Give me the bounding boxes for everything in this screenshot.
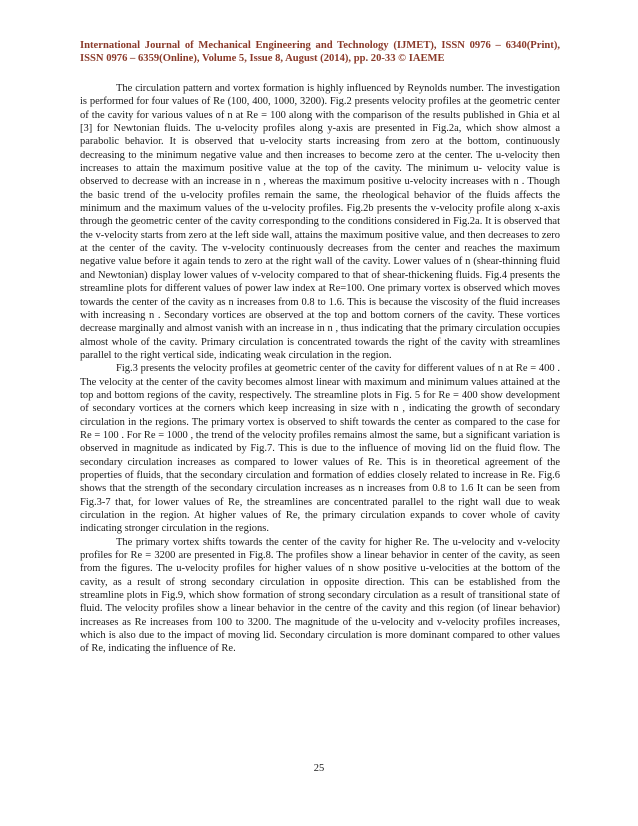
- paragraph-re-400-1000: Fig.3 presents the velocity profiles at geometric center of the cavity for different values of n at Re = 400 . The velocity at the center of the cavity becomes almost linear with maximum and minimum values attained at the top and bottom regions of the cavity, respectively. The streamline plots in Fig. 5 for Re = 400 show development of secondary vortices at the corners which keep increasing in size with n , indicating the growth of secondary circulation in the regions. The primary vortex is observed to shift towards the center as compared to the case for Re = 100 . For Re = 1000 , the trend of the velocity profiles remains almost the same, but a significant variation is observed in magnitude as indicated by Fig.7. This is due to the influence of moving lid on the fluid flow. The secondary circulation increases as compared to lower values of Re. This is in theoretical agreement of the properties of fluids, that the secondary circulation and formation of eddies closely related to increase in Re. Fig.6 shows that the strength of the secondary circulation increases as n increases from 0.8 to 1.6 It can be seen from Fig.3-7 that, for lower values of Re, the streamlines are concentrated parallel to the right wall due to weak circulation in the region. At higher values of Re, the primary circulation expands to cover whole of cavity indicating stronger circulation in the regions.: [80, 363, 560, 535]
- page-number: 25: [313, 763, 325, 774]
- paragraph-re-3200: The primary vortex shifts towards the center of the cavity for higher Re. The u-velocity and v-velocity profiles for Re = 3200 are presented in Fig.8. The profiles show a linear behavior in center of the cavity, as seen from the figures. The u-velocity profiles for higher values of n show positive u-velocities at the bottom of the cavity, as a result of strong secondary circulation in opposite direction. This can be established from the streamline plots in Fig.9, which show formation of strong secondary circulation as a result of transitional state of fluid. The velocity profiles show a linear behavior in the centre of the cavity and this region (of linear behavior) increases as Re increases from 100 to 3200. The magnitude of the u-velocity and v-velocity profiles increases, which is also due to the impact of moving lid. Secondary circulation is more dominant compared to other values of Re, indicating the influence of Re.: [80, 536, 560, 655]
- paragraph-reynolds-number: The circulation pattern and vortex formation is highly influenced by Reynolds number. The investigation is performed for four values of Re (100, 400, 1000, 3200). Fig.2 presents velocity profiles at the geometric center of the cavity for various values of n at Re = 100 along with the comparison of the results published in Ghia et al [3] for Newtonian fluids. The u-velocity profiles along y-axis are presented in Fig.2a, which show almost a parabolic behavior. It is observed that u-velocity starts increasing from zero at the bottom, continuously decreasing to the minimum negative value and then increases to become zero at the center. The u-velocity then increases to attain the maximum positive value at the top of the cavity. The minimum u- velocity value is observed to decrease with an increase in n , whereas the maximum positive u-velocity increases with n . Though the basic trend of the u-velocity profiles remain the same, the rheological behavior of the fluids affects the minimum and the maximum values of the u-velocity profiles. Fig.2b presents the v-velocity profile along x-axis through the geometric center of the cavity corresponding to the conditions considered in Fig.2a. It is observed that the v-velocity starts from zero at the left side wall, attains the maximum positive value, and then decreases to zero at the center of the cavity. The v-velocity continuously decreases from the center and reaches the maximum negative value before it again tends to zero at the right wall of the cavity. Lower values of n (shear-thinning fluid and Newtonian) display lower values of v-velocity compared to that of shear-thickening fluids. Fig.4 presents the streamline plots for different values of power law index at Re=100. One primary vortex is observed which moves towards the center of the cavity as n increases from 0.8 to 1.6. This is because the viscosity of the fluid increases with increasing n . Secondary vortices are observed at the top and bottom corners of the cavity. These vortices decrease marginally and almost vanish with an increase in n , thus indicating that the primary circulation occupies almost whole of the cavity. Primary circulation is concentrated towards the right of the cavity with streamlines parallel to the right vertical side, indicating weak circulation in the region.: [80, 83, 560, 361]
- journal-header: International Journal of Mechanical Engineering and Technology (IJMET), ISSN 0976 – 6340(Print), ISSN 0976 – 6359(Online), Volume 5, Issue 8, August (2014), pp. 20-33 © IAEME: [80, 40, 560, 65]
- article-body: [80, 82, 560, 656]
